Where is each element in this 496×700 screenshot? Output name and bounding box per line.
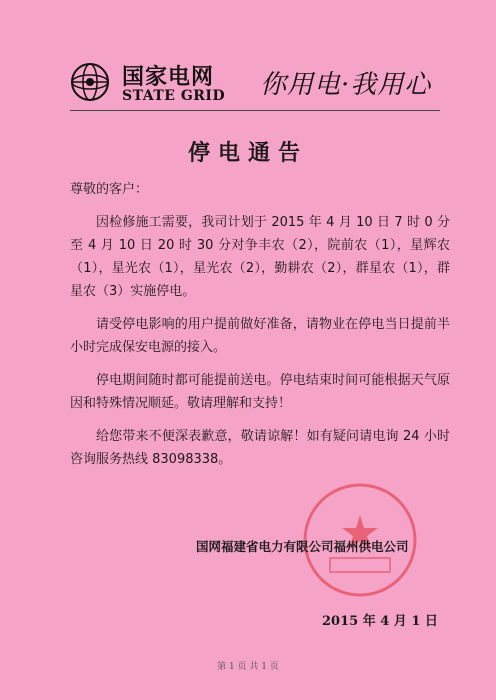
paragraph-schedule: 因检修施工需要，我司计划于 2015 年 4 月 10 日 7 时 0 分至 4 月 10 日 20 时 30 分对争丰农（2），院前农（1），星辉农（1），星光农（1），星光农（2），勤耕农（2），群星农（1），群星农（3）实施停电。: [70, 215, 450, 299]
letterhead: [70, 58, 450, 108]
salutation: 尊敬的客户：: [70, 182, 149, 197]
paragraph-early-restore: 停电期间随时都可能提前送电。停电结束时间可能根据天气原因和特殊情况顺延。敬请理解和支持！: [70, 373, 450, 411]
logo-chinese-name: 国家电网: [122, 65, 215, 90]
paragraph-apology-hotline: 给您带来不便深表歉意，敬请谅解！如有疑问请电询 24 小时咨询服务热线 83098338。: [70, 429, 450, 467]
state-grid-logo-icon: [70, 62, 110, 102]
issue-date: 2015 年 4 月 1 日: [322, 614, 438, 629]
issuer-signature: 国网福建省电力有限公司福州供电公司: [196, 539, 409, 554]
header-divider: [70, 110, 440, 111]
notice-body: [70, 211, 450, 481]
paragraph-preparation: 请受停电影响的用户提前做好准备，请物业在停电当日提前半小时完成保安电源的接入。: [70, 317, 450, 355]
page-title: 停电通告: [187, 141, 308, 166]
slogan: 你用电·我用心: [260, 70, 432, 100]
logo-english-name: STATE GRID: [122, 88, 226, 104]
page-number-footer: 第 1 页 共 1 页: [217, 662, 279, 672]
